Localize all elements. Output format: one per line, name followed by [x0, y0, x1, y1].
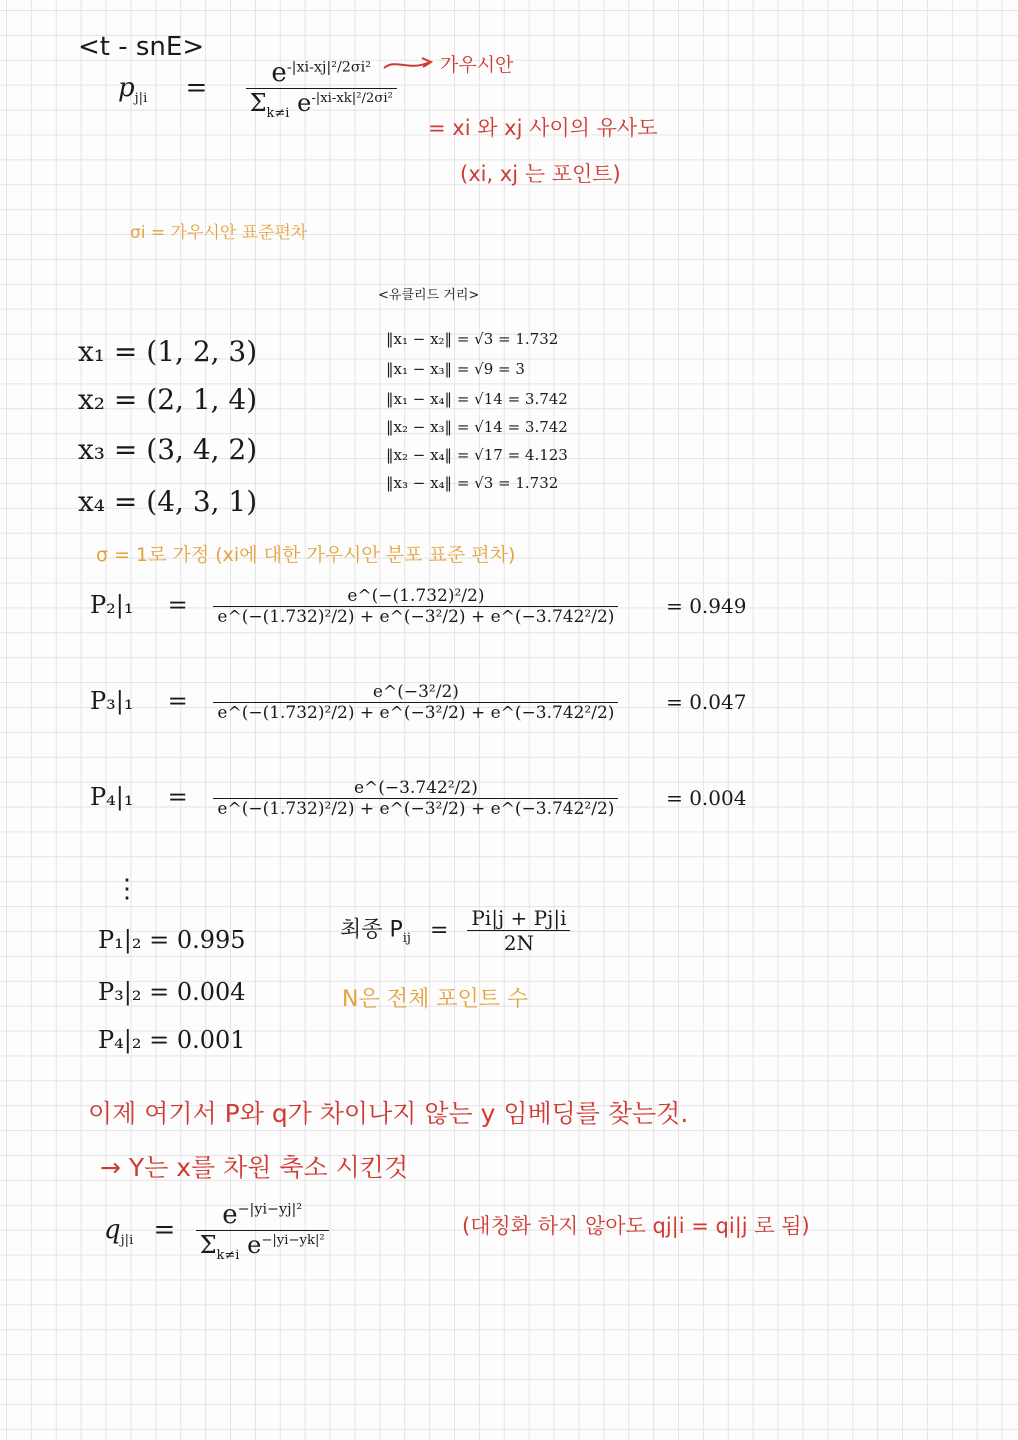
distance-3-4: ‖x₃ − x₄‖ = √3 = 1.732 — [386, 474, 559, 492]
prob-fraction: $\frac{\text{e\textasciicircum{}(−3.742²/2)}}{\text{e\textasciicircum{}(−(1.732)²/2) + e\textasciicircum{}(−3²/2) + e\textasciicircum{}(−3.742²/2)}}$ — [213, 778, 618, 819]
prob-1-2: P₁|₂ = 0.995 — [98, 926, 246, 954]
point-x1: x₁ = (1, 2, 3) — [78, 335, 258, 368]
distance-2-4: ‖x₂ − x₄‖ = √17 = 4.123 — [386, 446, 568, 464]
gaussian-note: 가우시안 — [440, 54, 514, 76]
page-title: <t - snE> — [78, 32, 205, 62]
final-pij: 최종 $P_{ij}$ = $\frac{Pi|j + Pj|i}{2N}$ — [340, 906, 570, 955]
qji-lhs: $q_{j|i}$ — [104, 1215, 134, 1249]
prob-label: P₂|₁ — [90, 591, 134, 619]
arrow-icon — [382, 54, 434, 74]
prob-label: P₄|₁ — [90, 783, 134, 811]
point-x4: x₄ = (4, 3, 1) — [78, 485, 258, 518]
prob-row: P₂|₁ = $\frac{\text{e\textasciicircum{}(−(1.732)²/2)}}{\text{e\textasciicircum{}(−(1.732)²/2) + e\textasciicircum{}(−3²/2) + e\textasciicircum{}(−3.742²/2)}}$ = 0.949 — [90, 586, 747, 627]
distance-1-4: ‖x₁ − x₄‖ = √14 = 3.742 — [386, 390, 568, 408]
sigma-note: σi = 가우시안 표준편차 — [130, 223, 308, 243]
prob-4-2: P₄|₂ = 0.001 — [98, 1026, 246, 1054]
prob-label: P₃|₁ — [90, 687, 134, 715]
pji-fraction: $\frac{e^{-|xi-xj|^2/2\sigma i^2}}{\Sigma_{k\ne i} e^{-|xi-xk|^2/2\sigma i^2}}$ — [246, 58, 397, 121]
pji-equals: = — [185, 73, 208, 104]
distance-1-2: ‖x₁ − x₂‖ = √3 = 1.732 — [386, 330, 559, 348]
prob-row: P₃|₁ = $\frac{\text{e\textasciicircum{}(−3²/2)}}{\text{e\textasciicircum{}(−(1.732)²/2) + e\textasciicircum{}(−3²/2) + e\textasciicircum{}(−3.742²/2)}}$ = 0.047 — [90, 682, 747, 723]
embedding-note: 이제 여기서 P와 q가 차이나지 않는 y 임베딩를 찾는것. — [88, 1099, 689, 1128]
n-note: N은 전체 포인트 수 — [342, 987, 529, 1012]
point-x3: x₃ = (3, 4, 2) — [78, 433, 258, 466]
symmetry-note: (대칭화 하지 않아도 qj|i = qi|j 로 됨) — [462, 1214, 810, 1238]
prob-result: = 0.004 — [666, 786, 747, 810]
sigma-assumption: σ = 1로 가정 (xi에 대한 가우시안 분포 표준 편차) — [96, 544, 516, 566]
y-note: → Y는 x를 차원 축소 시킨것 — [100, 1153, 409, 1182]
prob-fraction: $\frac{\text{e\textasciicircum{}(−3²/2)}}{\text{e\textasciicircum{}(−(1.732)²/2) + e\textasciicircum{}(−3²/2) + e\textasciicircum{}(−3.742²/2)}}$ — [213, 682, 618, 723]
points-note: (xi, xj 는 포인트) — [460, 162, 621, 186]
prob-result: = 0.949 — [666, 594, 747, 618]
prob-3-2: P₃|₂ = 0.004 — [98, 978, 246, 1006]
prob-fraction: $\frac{\text{e\textasciicircum{}(−(1.732)²/2)}}{\text{e\textasciicircum{}(−(1.732)²/2) + e\textasciicircum{}(−3²/2) + e\textasciicircum{}(−3.742²/2)}}$ — [213, 586, 618, 627]
qji-definition: $q_{j|i}$ = $\frac{e^{-|yi-yj|^2}}{\Sigma_{k\ne i} e^{-|yi-yk|^2}}$ — [104, 1200, 329, 1263]
distance-1-3: ‖x₁ − x₃‖ = √9 = 3 — [386, 360, 525, 378]
distance-title: <유클리드 거리> — [378, 288, 480, 303]
final-pij-fraction: $\frac{Pi|j + Pj|i}{2N}$ — [467, 906, 570, 955]
similarity-note: = xi 와 xj 사이의 유사도 — [428, 116, 658, 140]
pji-lhs: $p_{j|i}$ — [118, 73, 148, 107]
pji-definition — [118, 58, 397, 121]
prob-result: = 0.047 — [666, 690, 747, 714]
prob-row: P₄|₁ = $\frac{\text{e\textasciicircum{}(−3.742²/2)}}{\text{e\textasciicircum{}(−(1.732)²/2) + e\textasciicircum{}(−3²/2) + e\textasciicircum{}(−3.742²/2)}}$ = 0.004 — [90, 778, 747, 819]
qji-fraction: $\frac{e^{-|yi-yj|^2}}{\Sigma_{k\ne i} e^{-|yi-yk|^2}}$ — [196, 1200, 329, 1263]
ellipsis: ⋮ — [114, 874, 140, 904]
distance-2-3: ‖x₂ − x₃‖ = √14 = 3.742 — [386, 418, 568, 436]
point-x2: x₂ = (2, 1, 4) — [78, 383, 258, 416]
